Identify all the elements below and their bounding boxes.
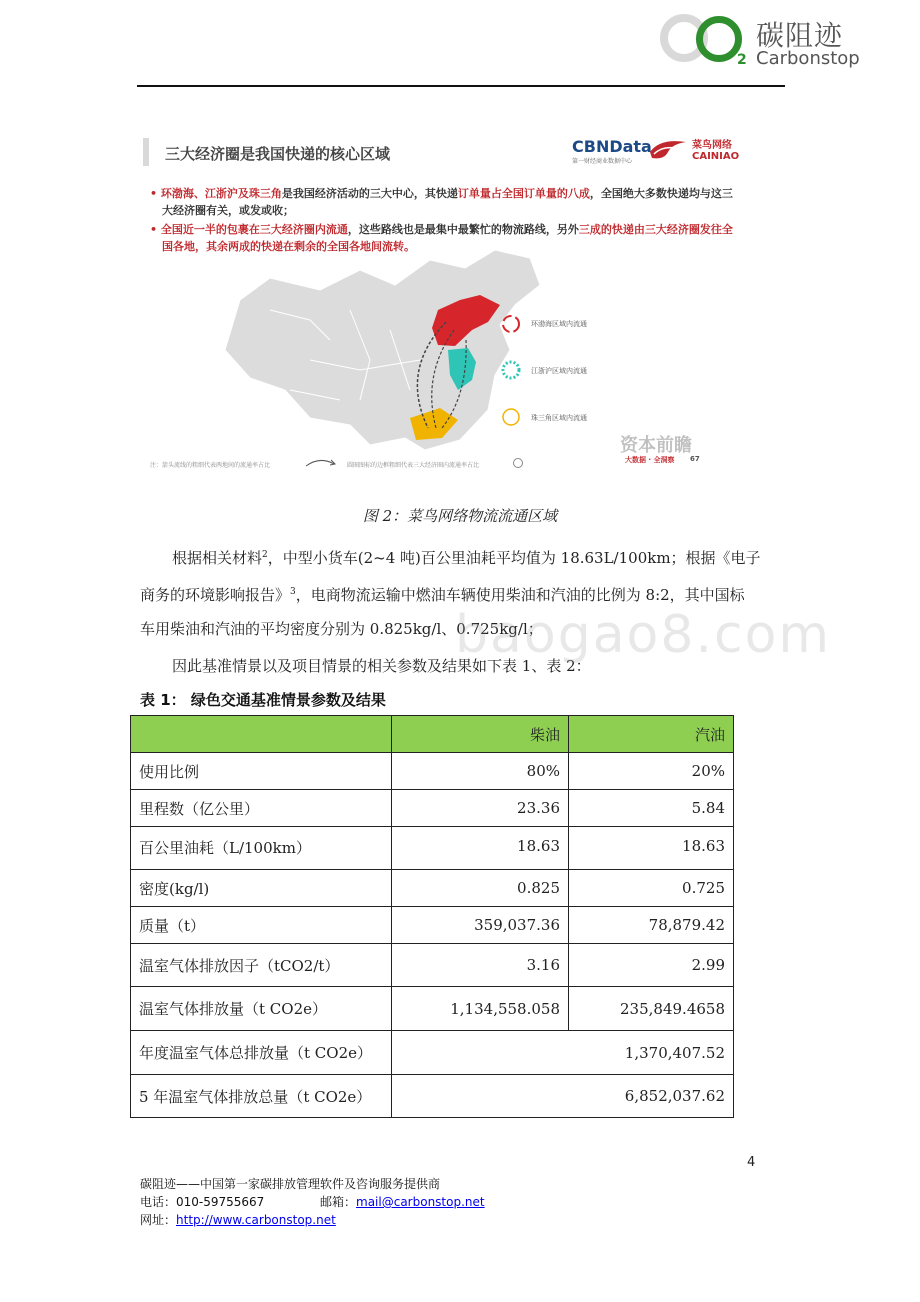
table-row <box>131 827 734 870</box>
table-cell: 20% <box>569 753 734 790</box>
legend-bohai: 环渤海区域内流通 <box>531 320 587 328</box>
table-row <box>131 870 734 907</box>
table-cell: 80% <box>392 753 569 790</box>
table-header-cell: 柴油 <box>392 716 569 753</box>
cainiao-logo <box>692 140 739 162</box>
figure-note-left: 注：箭头流线的粗细代表两地间的流通率占比 <box>150 462 271 469</box>
zsj-circle-icon <box>500 406 522 428</box>
cainiao-en: CAINIAO <box>692 151 740 162</box>
table-header-cell <box>131 716 392 753</box>
paragraph-2: 因此基准情景以及项目情景的相关参数及结果如下表 1、表 2： <box>172 657 591 675</box>
note-circle-icon <box>512 457 524 469</box>
table-cell: 235,849.4658 <box>569 987 734 1031</box>
note-arrow-icon <box>304 456 338 468</box>
china-map <box>210 250 630 460</box>
table-cell: 百公里油耗（L/100km） <box>131 827 392 870</box>
footer-web: 网址：http://www.carbonstop.net <box>140 1213 336 1227</box>
table-header-cell: 汽油 <box>569 716 734 753</box>
table-row <box>131 790 734 827</box>
table-cell: 3.16 <box>392 944 569 987</box>
header-divider <box>137 85 785 87</box>
table-cell: 359,037.36 <box>392 907 569 944</box>
jzh-circle-icon <box>500 359 522 381</box>
figure-page-number: 67 <box>690 455 700 463</box>
figure-watermark: 资本前瞻 <box>620 435 692 456</box>
table-cell: 2.99 <box>569 944 734 987</box>
logo-ring-green <box>696 16 742 62</box>
figure-watermark-sub: 大数据 · 全洞察 <box>625 456 675 464</box>
table-cell: 18.63 <box>569 827 734 870</box>
table-cell: 温室气体排放因子（tCO2/t） <box>131 944 392 987</box>
paragraph-1-line-2: 商务的环境影响报告》$^3$，电商物流运输中燃油车辆使用柴油和汽油的比例为 8:2，其中国标 <box>140 586 745 604</box>
table-cell: 年度温室气体总排放量（t CO2e） <box>131 1031 392 1075</box>
footer-mail: 邮箱：mail@carbonstop.net <box>320 1195 485 1209</box>
bohai-circle-icon <box>500 313 522 335</box>
cbndata-subtitle: 第一财经商业数据中心 <box>572 158 633 165</box>
table-cell: 使用比例 <box>131 753 392 790</box>
table-cell: 5 年温室气体排放总量（t CO2e） <box>131 1075 392 1118</box>
table-cell: 0.825 <box>392 870 569 907</box>
logo-cn-text: 碳阻迹 <box>756 19 844 52</box>
table-cell: 密度(kg/l) <box>131 870 392 907</box>
table-cell: 23.36 <box>392 790 569 827</box>
paragraph-1-line-3: 车用柴油和汽油的平均密度分别为 0.825kg/l、0.725kg/l； <box>140 620 543 638</box>
table-row <box>131 944 734 987</box>
table-cell: 78,879.42 <box>569 907 734 944</box>
table-cell: 里程数（亿公里） <box>131 790 392 827</box>
table-cell: 0.725 <box>569 870 734 907</box>
cainiao-cn: 菜鸟网络 <box>692 140 732 151</box>
figure-title-bar <box>143 138 149 166</box>
table-row-merged <box>131 1031 734 1075</box>
table-row <box>131 907 734 944</box>
table-title: 表 1： 绿色交通基准情景参数及结果 <box>140 691 386 709</box>
cbndata-logo: CBNData <box>572 137 652 156</box>
legend-zsj: 珠三角区域内流通 <box>531 414 587 422</box>
mail-link[interactable]: mail@carbonstop.net <box>356 1195 485 1209</box>
page-watermark: baogao8.com <box>455 605 832 665</box>
figure-bullet-1: • 环渤海、江浙沪及珠三角是我国经济活动的三大中心，其快递订单量占全国订单量的八成，全国绝大多数快递均与这三 大经济圈有关，或发或收； <box>150 187 733 217</box>
table-row-merged <box>131 1075 734 1118</box>
figure-title: 三大经济圈是我国快递的核心区域 <box>165 145 391 163</box>
logo-subscript: 2 <box>737 52 747 68</box>
table-row <box>131 753 734 790</box>
table-header-row <box>131 716 734 753</box>
table-cell-merged: 1,370,407.52 <box>392 1031 734 1075</box>
results-table <box>130 715 734 1118</box>
table-cell: 质量（t） <box>131 907 392 944</box>
footer-company: 碳阻迹——中国第一家碳排放管理软件及咨询服务提供商 <box>140 1177 441 1191</box>
table-row <box>131 987 734 1031</box>
figure-bullet-2: • 全国近一半的包裹在三大经济圈内流通，这些路线也是最集中最繁忙的物流路线，另外三成的快递由三大经济圈发往全 国各地，其余两成的快递在剩余的全国各地间流转。 <box>150 223 733 253</box>
paragraph-1: 根据相关材料$^2$，中型小货车(2~4 吨)百公里油耗平均值为 18.63L/100km；根据《电子 <box>172 549 761 567</box>
table-cell-merged: 6,852,037.62 <box>392 1075 734 1118</box>
legend-jzh: 江浙沪区域内流通 <box>531 367 587 375</box>
footer-phone: 电话：010-59755667 <box>140 1195 265 1209</box>
cainiao-bird-icon <box>646 138 690 164</box>
table-cell: 1,134,558.058 <box>392 987 569 1031</box>
logo-en-text: Carbonstop <box>756 48 860 69</box>
figure-note-right: 圆圈图标的边框粗细代表三大经济圈内流通率占比 <box>347 462 480 469</box>
table-cell: 18.63 <box>392 827 569 870</box>
table-cell: 5.84 <box>569 790 734 827</box>
figure-caption: 图 2：菜鸟网络物流流通区域 <box>362 507 558 525</box>
page-number: 4 <box>747 1155 756 1170</box>
table-cell: 温室气体排放量（t CO2e） <box>131 987 392 1031</box>
website-link[interactable]: http://www.carbonstop.net <box>176 1213 336 1227</box>
